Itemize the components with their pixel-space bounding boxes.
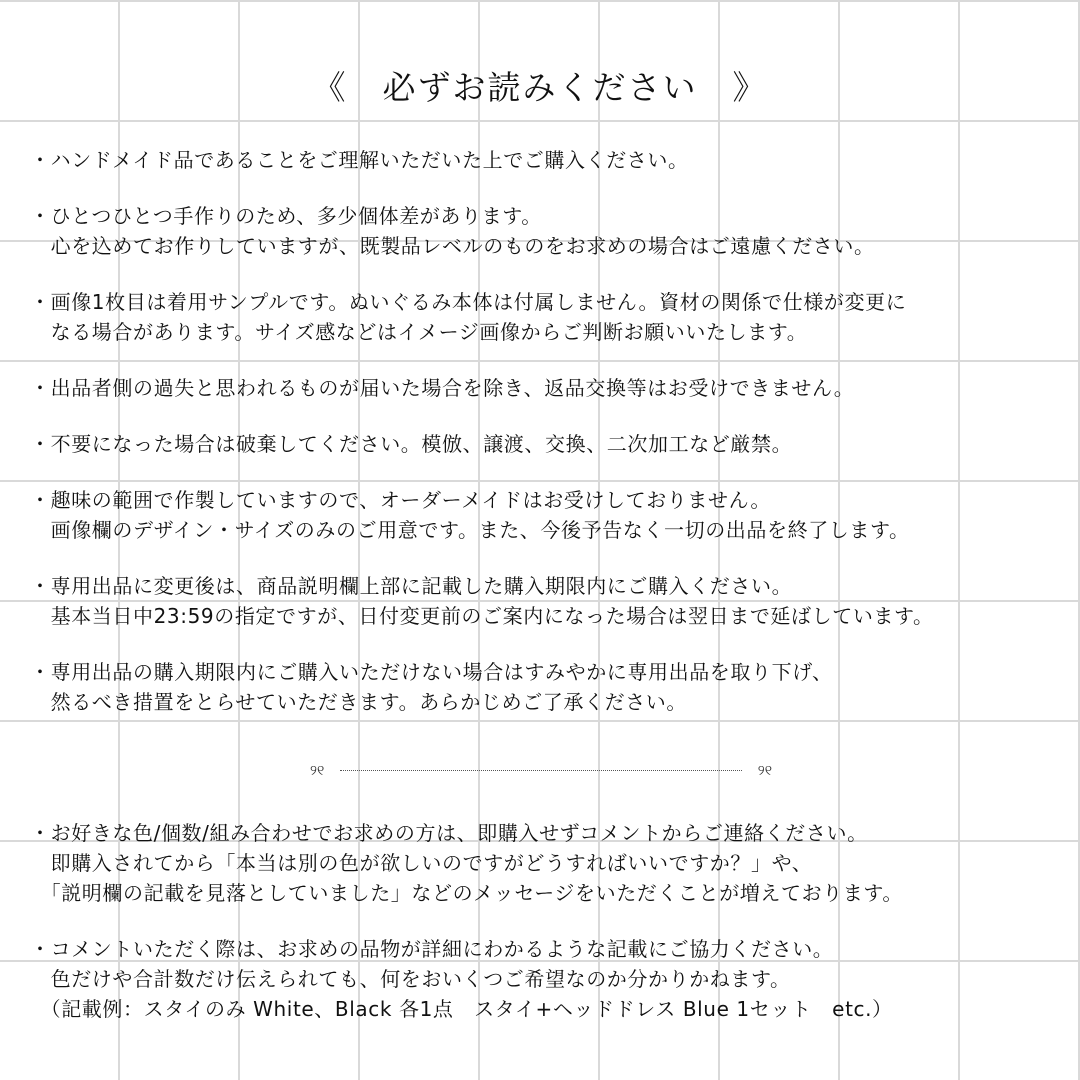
notice-line: ・コメントいただく際は、お求めの品物が詳細にわかるような記載にご協力ください。 [30, 937, 834, 961]
page-title: 《 必ずお読みください 》 [312, 68, 768, 107]
notice-line: ・不要になった場合は破棄してください。模倣、譲渡、交換、二次加工など厳禁。 [30, 432, 793, 456]
notice-line: ・画像1枚目は着用サンプルです。ぬいぐるみ本体は付属しません。資材の関係で仕様が変更に [30, 290, 907, 314]
notice-line: 然るべき措置をとらせていただきます。あらかじめご了承ください。 [30, 690, 687, 714]
notice-line: 心を込めてお作りしていますが、既製品レベルのものをお求めの場合はご遠慮ください。 [30, 234, 875, 258]
notice-line: ・専用出品の購入期限内にご購入いただけない場合はすみやかに専用出品を取り下げ、 [30, 660, 833, 684]
notice-line: 基本当日中23:59の指定ですが、日付変更前のご案内になった場合は翌日まで延ばしています。 [30, 604, 934, 628]
notice-line: ・ひとつひとつ手作りのため、多少個体差があります。 [30, 204, 542, 228]
notice-line: ・専用出品に変更後は、商品説明欄上部に記載した購入期限内にご購入ください。 [30, 574, 793, 598]
notice-line: （記載例：スタイのみ White、Black 各1点 スタイ+ヘッドドレス Blue 1セット etc.） [30, 997, 893, 1021]
ornament-right-icon: ୨୧ [757, 763, 772, 779]
notice-line: ・出品者側の過失と思われるものが届いた場合を除き、返品交換等はお受けできません。 [30, 376, 855, 400]
notice-line: 「説明欄の記載を見落としていました」などのメッセージをいただくことが増えております。 [30, 881, 903, 905]
notice-line: ・ハンドメイド品であることをご理解いただいた上でご購入ください。 [30, 148, 689, 172]
notice-line: ・趣味の範囲で作製していますので、オーダーメイドはお受けしておりません。 [30, 488, 771, 512]
notice-line: 色だけや合計数だけ伝えられても、何をおいくつご希望なのか分かりかねます。 [30, 967, 791, 991]
ornament-divider [310, 760, 772, 782]
notice-line: ・お好きな色/個数/組み合わせでお求めの方は、即購入せずコメントからご連絡ください。 [30, 821, 868, 845]
ornament-left-icon: ୨୧ [310, 763, 325, 779]
notice-line: 即購入されてから「本当は別の色が欲しいのですがどうすればいいですか？」や、 [30, 851, 813, 875]
notice-line: なる場合があります。サイズ感などはイメージ画像からご判断お願いいたします。 [30, 320, 808, 344]
notice-line: 画像欄のデザイン・サイズのみのご用意です。また、今後予告なく一切の出品を終了します。 [30, 518, 910, 542]
dotted-line [340, 770, 742, 771]
